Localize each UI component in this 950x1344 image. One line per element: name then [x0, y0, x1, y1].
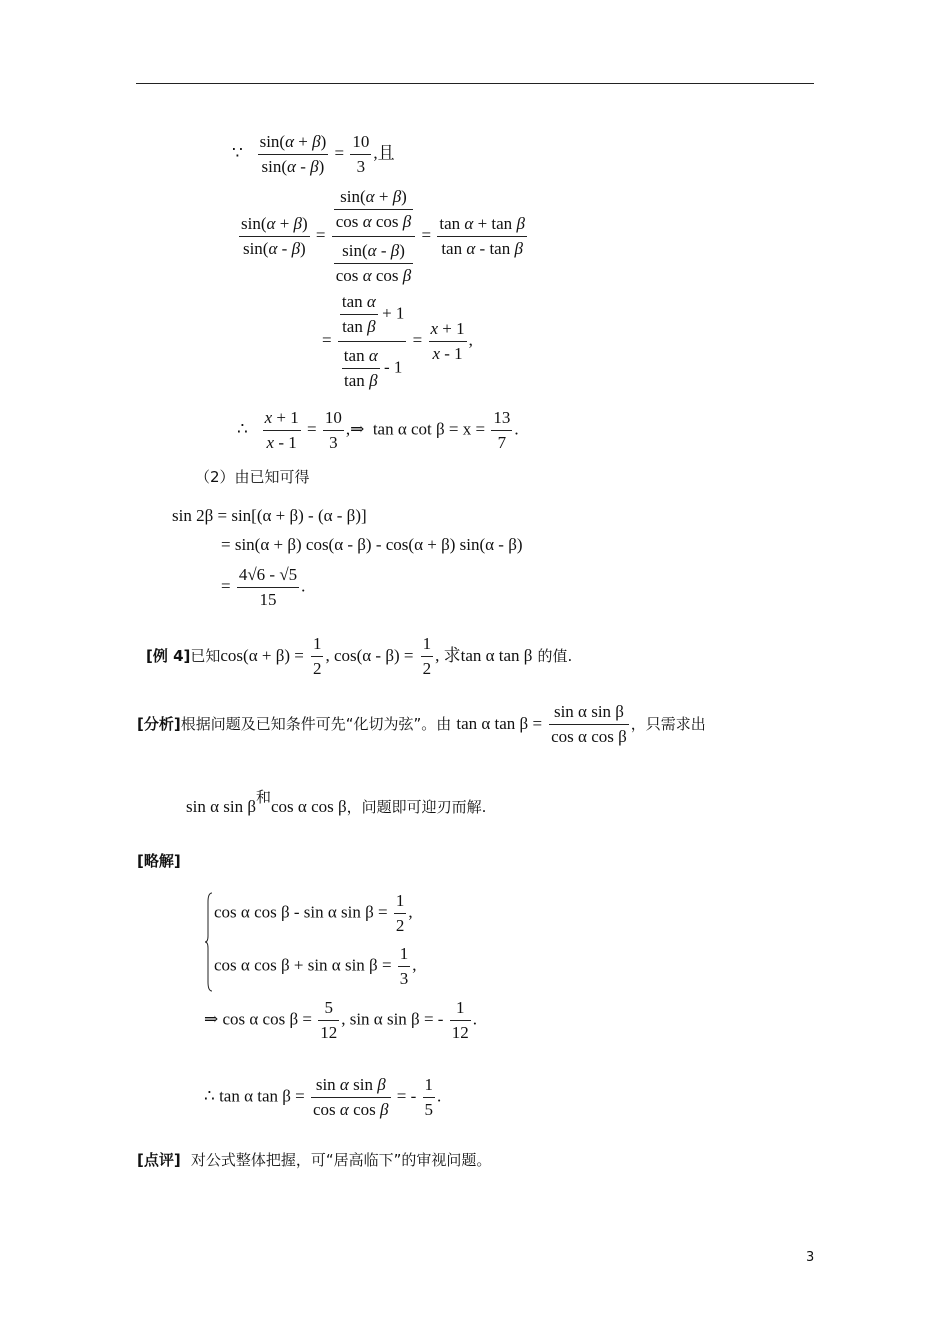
example4-text-b: , 求: [435, 646, 461, 665]
compound-fraction-equation: $\frac{\sin(\alpha + \beta)}{\sin(\alpha - \beta)}$ = $\frac{\frac{\sin(\alpha + \beta)}{\text{cos α cos β}}}{\frac{\sin(\alpha - \beta)}{\text{cos α cos β}}}$ = $\frac{\text{tan α + tan β}}{\text{tan α - tan β}}$: [237, 185, 529, 288]
example4-cond1: cos(α + β) =: [220, 646, 304, 665]
sin2beta-line2: = sin(α + β) cos(α - β) - cos(α + β) sin(α - β): [221, 535, 523, 554]
system-eq1: cos α cos β - sin α sin β = $\frac{1}{2}$ ,: [214, 889, 413, 938]
five-twelfths: $\frac{5}{12}$: [320, 998, 338, 1042]
eq2-text: cos α cos β + sin α sin β =: [214, 955, 392, 975]
tan-ratio: $\frac{\text{tan α + tan β}}{\text{tan α - tan β}}$: [439, 214, 525, 258]
final-fraction: $\frac{\text{sin α sin β}}{\text{cos α cos β}}$: [313, 1075, 389, 1119]
ratio-fraction: $\frac{\sin(\alpha + \beta)}{\sin(\alpha - \beta)}$: [259, 132, 327, 176]
part2-heading: （2）由已知可得: [195, 468, 310, 486]
one-third: $\frac{1}{3}$: [399, 944, 409, 988]
tan-quotient-fraction: $\frac{\text{tan α}}{\text{tan β}}$ + 1 $\frac{\text{tan α}}{\text{tan β}}$ - 1: [338, 290, 407, 393]
ten-thirds: $\frac{10}{3}$: [352, 132, 370, 176]
solution-tag: [略解]: [137, 852, 181, 870]
one-twelfth: $\frac{1}{12}$: [451, 998, 469, 1042]
system-result: ⇒ cos α cos β = $\frac{5}{12}$ , sin α sin β = - $\frac{1}{12}$ .: [204, 996, 477, 1045]
header-rule: [136, 83, 814, 84]
analysis-b: cos α cos β: [271, 797, 347, 816]
res-mid: , sin α sin β = -: [341, 1009, 444, 1029]
compound-fraction: $\frac{\frac{\sin(\alpha + \beta)}{\text{cos α cos β}}}{\frac{\sin(\alpha - \beta)}{\text{cos α cos β}}}$: [332, 185, 416, 288]
example4-text-c: 的值.: [537, 647, 573, 665]
half-3: $\frac{1}{2}$: [395, 891, 405, 935]
qie-text: ,且: [373, 143, 395, 163]
sin2beta-line3: = $\frac{4√6 - √5}{15}$ .: [221, 563, 305, 612]
analysis-text2: ，只需求出: [630, 715, 706, 733]
comment-text: 对公式整体把握，可“居高临下”的审视问题。: [190, 1151, 492, 1169]
ten-thirds-2: $\frac{10}{3}$: [324, 408, 342, 452]
analysis-a: sin α sin β: [186, 797, 256, 816]
example4-text-a: 已知: [190, 647, 221, 665]
given-ratio-equation: ∵ $\frac{\sin(\alpha + \beta)}{\sin(\alpha - \beta)}$ = $\frac{10}{3}$ ,且: [232, 130, 395, 179]
solve-x-equation: ∴ $\frac{x + 1}{x - 1}$ = $\frac{10}{3}$ ,⇒ tan α cot β = x = $\frac{13}{7}$ .: [237, 406, 519, 455]
implies-text: ,⇒: [345, 419, 365, 439]
therefore-symbol: ∴: [237, 419, 248, 439]
sin2beta-result: $\frac{4√6 - √5}{15}$: [238, 565, 298, 609]
final-mid: = -: [396, 1086, 417, 1106]
half-2: $\frac{1}{2}$: [422, 634, 432, 678]
res-text: ⇒ cos α cos β =: [204, 1009, 312, 1029]
analysis-fraction: $\frac{\text{sin α sin β}}{\text{cos α cos β}}$: [551, 702, 627, 746]
x-ratio-2: $\frac{x + 1}{x - 1}$: [264, 408, 299, 452]
tan-cot-result: tan α cot β = x =: [372, 419, 486, 439]
analysis-and: 和: [255, 788, 271, 806]
analysis-lhs: tan α tan β =: [456, 714, 543, 733]
comment-line: [137, 1149, 491, 1170]
example4-target: tan α tan β: [460, 646, 533, 665]
x-ratio: $\frac{x + 1}{x - 1}$: [430, 319, 465, 363]
example4-statement: [146, 632, 572, 681]
one-fifth: $\frac{1}{5}$: [424, 1075, 433, 1119]
system-brace: [205, 892, 213, 992]
half-1: $\frac{1}{2}$: [312, 634, 322, 678]
analysis-line2: [186, 788, 487, 817]
eq1-text: cos α cos β - sin α sin β =: [214, 902, 388, 922]
analysis-line1: [137, 700, 706, 749]
analysis-text1: 根据问题及已知条件可先“化切为弦”。由: [180, 715, 452, 733]
thirteen-sevenths: $\frac{13}{7}$: [493, 408, 511, 452]
x-substitution-equation: = $\frac{\text{tan α}}{\text{tan β}}$ + 1 $\frac{\text{tan α}}{\text{tan β}}$ - 1 = $\frac{x + 1}{x - 1}$ ,: [322, 290, 473, 393]
analysis-text3: ，问题即可迎刃而解.: [346, 798, 487, 816]
final-lhs: ∴ tan α tan β =: [204, 1086, 305, 1106]
sin-ratio: $\frac{\sin(\alpha + \beta)}{\sin(\alpha - \beta)}$: [241, 214, 308, 258]
comment-tag: [点评]: [137, 1151, 181, 1169]
page-number: 3: [806, 1250, 815, 1265]
example4-tag: [例 4]: [146, 647, 191, 665]
final-result: ∴ tan α tan β = $\frac{\text{sin α sin β}}{\text{cos α cos β}}$ = - $\frac{1}{5}$ .: [204, 1073, 441, 1122]
sin2beta-line1: sin 2β = sin[(α + β) - (α - β)]: [172, 506, 367, 525]
example4-cond2: , cos(α - β) =: [325, 646, 414, 665]
system-eq2: cos α cos β + sin α sin β = $\frac{1}{3}$ ,: [214, 942, 417, 991]
because-symbol: ∵: [232, 143, 243, 163]
analysis-tag: [分析]: [137, 715, 181, 733]
